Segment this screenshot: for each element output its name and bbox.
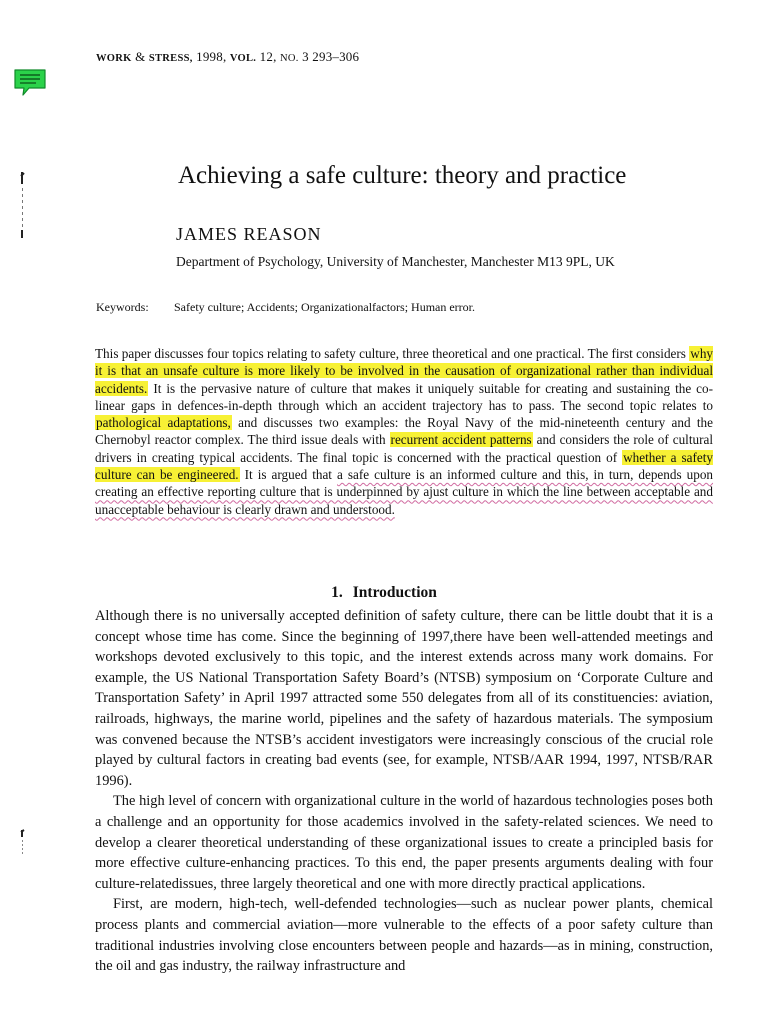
journal-pages: 293–306 [312,49,360,64]
paragraph: First, are modern, high-tech, well-defended technologies—such as nuclear power plants, chemical process plants and commercial aviation—more vulnerable to the effects of a poor safety culture than traditional industries involving close encounters between people and hazards—as in mining, construction, the oil and gas industry, the railway infrastructure and [95,896,713,975]
section-heading [0,584,768,602]
body-text [95,606,713,977]
section-number: 1. [331,584,343,601]
abstract [95,345,713,518]
paragraph: Although there is no universally accepted definition of safety culture, there can be little doubt that it is a concept whose time has come. Since the beginning of 1997,there have been well-attended meetings and workshops devoted exclusively to this topic, and the interest extends across many work domains. For example, the US National Transportation Safety Board’s (NTSB) symposium on ‘Corporate Culture and Transportation Safety’ in April 1997 attracted some 550 delegates from all of its constituencies: aviation, railroads, highways, the marine world, pipelines and the safety of hazardous materials. The symposium was convened because the NTSB’s accident investigators were increasingly conscious of the crucial role played by cultural factors in creating bad events (see, for example, NTSB/AAR 1994, 1997, NTSB/RAR 1996). [95,608,713,789]
abstract-text: It is argued that [244,467,332,483]
highlight-annotation[interactable]: why it is that an unsafe culture is more likely to be involved in the causation of organizational rather than individual accidents. [95,346,714,396]
keywords [96,300,475,315]
squiggly-underline-annotation[interactable]: a safe culture is an informed culture and this, in turn, depends upon creating an effective reporting culture that is underpinned by ajust culture in which the line between acceptable and unacceptable behaviour is clearly drawn and understood. [95,467,714,517]
journal-issue: 3 [302,49,309,64]
journal-no-label: NO. [279,53,299,64]
journal-volume: 12, [259,49,277,64]
paper-title: Achieving a safe culture: theory and practice [178,162,627,189]
comment-icon[interactable] [12,66,48,100]
highlight-annotation[interactable]: whether a safety culture can be engineered. [95,449,713,483]
journal-vol-label: VOL. [229,53,257,64]
journal-name-part1: WORK [96,53,132,64]
author-name: JAMES REASON [176,224,322,244]
abstract-text: This paper discusses four topics relating to safety culture, three theoretical and one practical. The first considers [95,346,686,361]
abstract-text: and discusses two examples: the Royal Navy of the mid-nineteenth century and the Chernobyl reactor complex. The third issue deals with [95,415,714,448]
keywords-text: Safety culture; Accidents; Organizationalfactors; Human error. [174,300,476,314]
margin-mark [18,828,28,858]
journal-name-part2: STRESS, [148,53,193,64]
journal-citation [96,49,359,65]
abstract-text: It is the pervasive nature of culture that makes it uniquely suitable for creating and sustaining the co-linear gaps in defences-in-depth through which an accident trajectory has to pass. The second topic relates to [95,380,713,413]
highlight-annotation[interactable]: recurrent accident patterns [390,432,532,448]
author-affiliation: Department of Psychology, University of Manchester, Manchester M13 9PL, UK [176,254,615,269]
journal-ampersand: & [135,49,146,64]
paragraph: The high level of concern with organizational culture in the world of hazardous technologies poses both a challenge and an opportunity for those academics involved in the safety-related sciences. We need to develop a clearer theoretical understanding of these organizational issues to create a principled basis for more effective culture-enhancing practices. To this end, the paper presents arguments dealing with four culture-relatedissues, three largely theoretical and one with more directly practical applications. [95,793,713,892]
keywords-label: Keywords: [96,300,149,314]
margin-mark [18,170,28,240]
section-title: Introduction [352,584,437,601]
journal-year: 1998, [196,49,227,64]
highlight-annotation[interactable]: pathological adaptations, [96,415,231,431]
abstract-text: and considers the role of cultural drivers in creating typical accidents. The final topic is concerned with the practical question of [95,432,713,465]
